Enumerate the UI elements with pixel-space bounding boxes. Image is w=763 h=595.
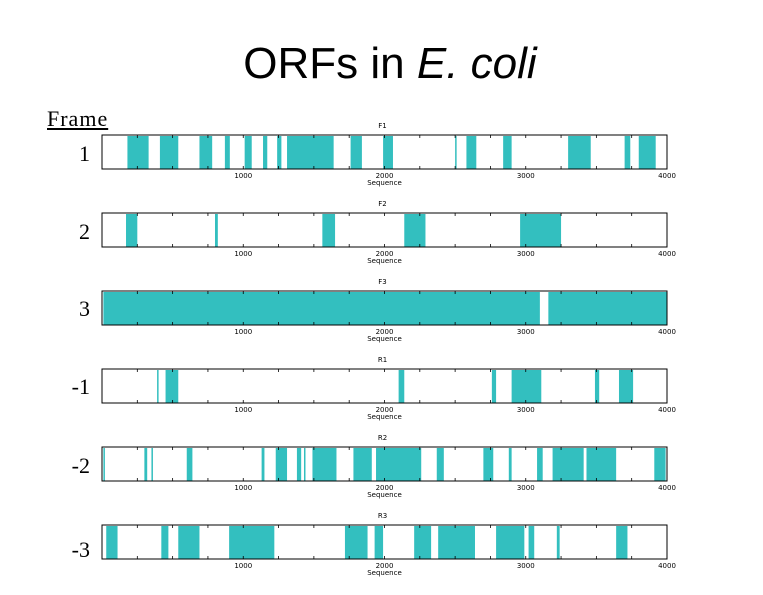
x-axis-label: Sequence (367, 179, 402, 187)
orf-bar (375, 526, 383, 559)
tick-label: 4000 (658, 250, 676, 258)
orf-bar (399, 370, 405, 403)
panel-title: F3 (378, 278, 387, 286)
tick-label: 1000 (234, 562, 253, 570)
orf-bar (619, 370, 633, 403)
orf-bar (376, 448, 421, 481)
orf-bar (568, 136, 591, 169)
orf-bar (345, 526, 368, 559)
orf-bar (496, 526, 524, 559)
orf-bar (351, 136, 362, 169)
frame-label: 2 (79, 219, 90, 244)
tick-label: 2000 (375, 250, 394, 258)
tick-label: 1000 (234, 406, 253, 414)
tick-label: 2000 (375, 406, 394, 414)
orf-bar (144, 448, 147, 481)
title-text: ORFs in (243, 39, 417, 88)
orf-bar (161, 526, 168, 559)
orf-bar (277, 136, 281, 169)
orf-bar (554, 448, 584, 481)
orf-bar (166, 370, 179, 403)
orf-bar (509, 448, 512, 481)
orf-bar (262, 448, 265, 481)
tick-label: 2000 (375, 328, 394, 336)
orf-bar (287, 136, 334, 169)
orf-bar (553, 448, 555, 481)
orf-bar (483, 448, 493, 481)
orf-bar (103, 448, 105, 481)
orf-bar (160, 136, 178, 169)
tick-label: 3000 (516, 484, 535, 492)
orf-bar (639, 136, 656, 169)
frame-label: -3 (71, 537, 90, 562)
orf-panel (102, 278, 676, 343)
tick-label: 2000 (375, 172, 394, 180)
orf-bar (151, 448, 153, 481)
orf-bar (103, 292, 539, 325)
orf-bar (126, 214, 137, 247)
panel-title: R2 (377, 434, 388, 442)
orf-bar (473, 526, 475, 559)
orf-bar (229, 526, 274, 559)
panel-title: R3 (377, 512, 388, 520)
tick-label: 4000 (658, 406, 676, 414)
orf-bar (304, 448, 306, 481)
frame-label: -1 (71, 374, 90, 399)
panel-title: F1 (378, 122, 387, 130)
tick-label: 3000 (516, 250, 535, 258)
orf-bar (557, 526, 560, 559)
orf-bar (537, 448, 543, 481)
orf-bar (127, 136, 148, 169)
tick-label: 3000 (516, 562, 535, 570)
orf-bar (263, 136, 267, 169)
tick-label: 1000 (234, 484, 253, 492)
orf-panel (102, 122, 676, 187)
panel-title: R1 (377, 356, 388, 364)
tick-label: 2000 (375, 484, 394, 492)
orf-bar (616, 526, 627, 559)
orf-bar (353, 448, 371, 481)
orf-bar (437, 448, 444, 481)
frame-label: 1 (79, 141, 90, 166)
orf-bar (414, 526, 431, 559)
orf-bar (383, 136, 393, 169)
frame-header: Frame (47, 106, 109, 131)
tick-label: 4000 (658, 328, 676, 336)
tick-label: 1000 (234, 250, 253, 258)
orf-bar (503, 136, 511, 169)
x-axis-label: Sequence (367, 491, 402, 499)
orf-bar (199, 136, 212, 169)
frame-label: -2 (71, 453, 90, 478)
x-axis-label: Sequence (367, 257, 402, 265)
orf-bar (455, 136, 457, 169)
orf-bar (215, 214, 218, 247)
orf-panel (102, 512, 676, 577)
x-axis-label: Sequence (367, 569, 402, 577)
tick-label: 1000 (234, 328, 253, 336)
orf-bar (312, 448, 336, 481)
orf-bar (322, 214, 335, 247)
orf-bar (245, 136, 252, 169)
orf-bar (492, 370, 496, 403)
orf-bar (548, 292, 667, 325)
tick-label: 4000 (658, 172, 676, 180)
tick-label: 1000 (234, 172, 253, 180)
orf-bar (276, 448, 287, 481)
tick-label: 3000 (516, 328, 535, 336)
orf-panel (102, 356, 676, 421)
tick-label: 3000 (516, 172, 535, 180)
panel-frame (102, 369, 667, 403)
tick-label: 2000 (375, 562, 394, 570)
orf-bar (297, 448, 301, 481)
orf-bar (586, 448, 616, 481)
orf-bar (520, 214, 561, 247)
orf-bar (106, 526, 117, 559)
orf-bar (225, 136, 230, 169)
orf-bar (438, 526, 473, 559)
tick-label: 4000 (658, 562, 676, 570)
orf-bar (178, 526, 199, 559)
orf-bar (625, 136, 631, 169)
x-axis-label: Sequence (367, 335, 402, 343)
x-axis-label: Sequence (367, 413, 402, 421)
orf-bar (157, 370, 159, 403)
panel-frame (102, 213, 667, 247)
tick-label: 4000 (658, 484, 676, 492)
orf-bar (404, 214, 425, 247)
orf-panel (102, 434, 676, 499)
orf-bar (512, 370, 542, 403)
tick-label: 3000 (516, 406, 535, 414)
orf-bar (187, 448, 193, 481)
orf-bar (529, 526, 535, 559)
title-italic: E. coli (416, 39, 537, 88)
frame-label: 3 (79, 296, 90, 321)
orf-bar (466, 136, 476, 169)
orf-bar (654, 448, 665, 481)
orf-bar (595, 370, 599, 403)
orf-panel (102, 200, 676, 265)
panel-title: F2 (378, 200, 387, 208)
